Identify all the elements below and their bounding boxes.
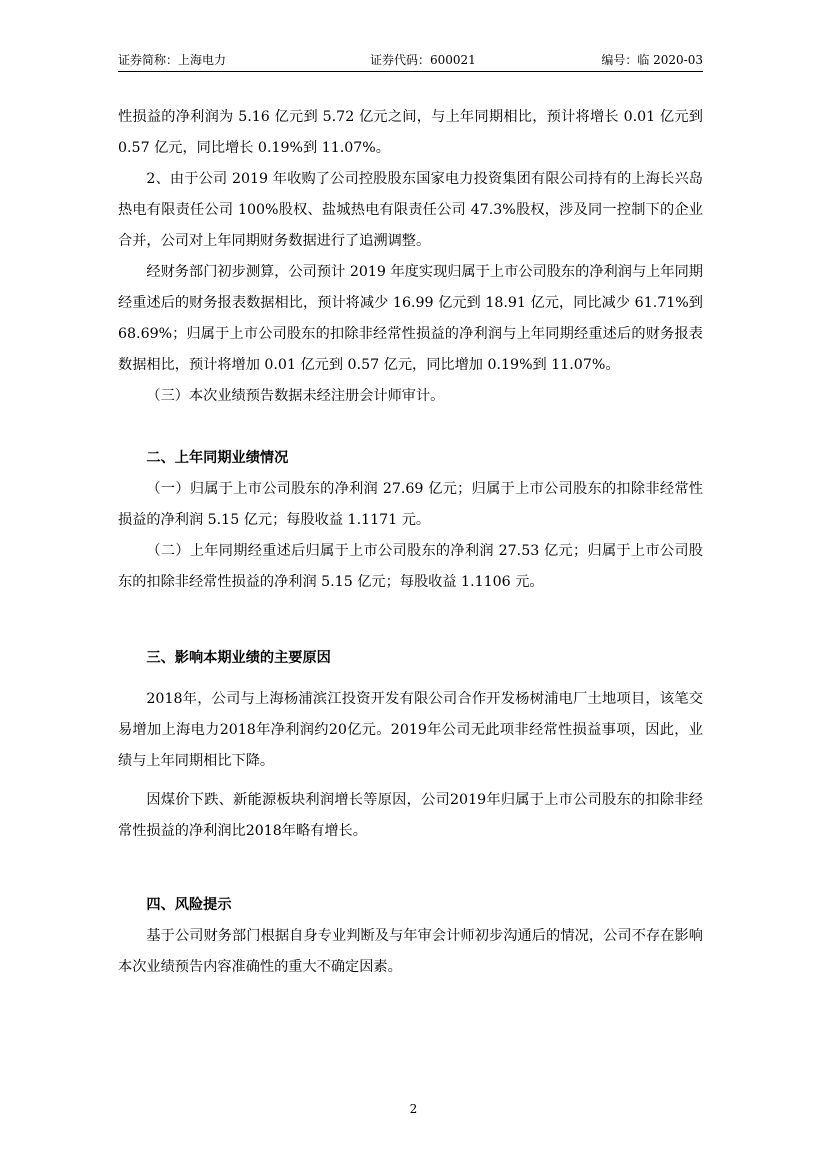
- paragraph-acquisition: 2、由于公司 2019 年收购了公司控股股东国家电力投资集团有限公司持有的上海长兴岛热电有限责任公司 100%股权、盐城热电有限责任公司 47.3%股权，涉及同一控制下的企业合并，公司对上年同期财务数据进行了追溯调整。: [118, 171, 703, 249]
- stock-code: 证券代码：600021: [370, 53, 476, 67]
- section-heading-risk: 四、风险提示: [146, 897, 232, 913]
- paragraph-prior-results-1: （一）归属于上市公司股东的净利润 27.69 亿元；归属于上市公司股东的扣除非经常性损益的净利润 5.15 亿元；每股收益 1.1171 元。: [118, 481, 703, 528]
- paragraph-estimate: 经财务部门初步测算，公司预计 2019 年度实现归属于上市公司股东的净利润与上年同期经重述后的财务报表数据相比，预计将减少 16.99 亿元到 18.91 亿元，同比减少 61.71%到 68.69%；归属于上市公司股东的扣除非经常性损益的净利润与上年同期经重述后的财务报表数据相比，预计将增加 0.01 亿元到 0.57 亿元，同比增加 0.19%到 11.07%。: [118, 264, 703, 373]
- section-heading-main-reasons: 三、影响本期业绩的主要原因: [146, 650, 331, 666]
- page-number: 2: [409, 1102, 418, 1116]
- section-heading-prior-results: 二、上年同期业绩情况: [146, 450, 289, 466]
- document-number: 编号：临 2020-03: [601, 53, 703, 67]
- paragraph-reason-land: 2018年，公司与上海杨浦滨江投资开发有限公司合作开发杨树浦电厂土地项目，该笔交易增加上海电力2018年净利润约20亿元。2019年公司无此项非经常性损益事项，因此，业绩与上年同期相比下降。: [118, 691, 703, 769]
- page-header: [118, 52, 703, 72]
- stock-short-name: 证券简称：上海电力: [118, 53, 227, 67]
- paragraph-reason-coal: 因煤价下跌、新能源板块利润增长等原因，公司2019年归属于上市公司股东的扣除非经常性损益的净利润比2018年略有增长。: [118, 792, 703, 839]
- header-divider: [118, 71, 703, 72]
- paragraph-audit-note: （三）本次业绩预告数据未经注册会计师审计。: [146, 388, 445, 404]
- paragraph-profit-range: 性损益的净利润为 5.16 亿元到 5.72 亿元之间，与上年同期相比，预计将增长 0.01 亿元到 0.57 亿元，同比增长 0.19%到 11.07%。: [118, 109, 703, 156]
- document-body: [118, 102, 703, 983]
- paragraph-risk: 基于公司财务部门根据自身专业判断及与年审会计师初步沟通后的情况，公司不存在影响本次业绩预告内容准确性的重大不确定因素。: [118, 928, 703, 975]
- paragraph-prior-results-2: （二）上年同期经重述后归属于上市公司股东的净利润 27.53 亿元；归属于上市公司股东的扣除非经常性损益的净利润 5.15 亿元；每股收益 1.1106 元。: [118, 543, 703, 590]
